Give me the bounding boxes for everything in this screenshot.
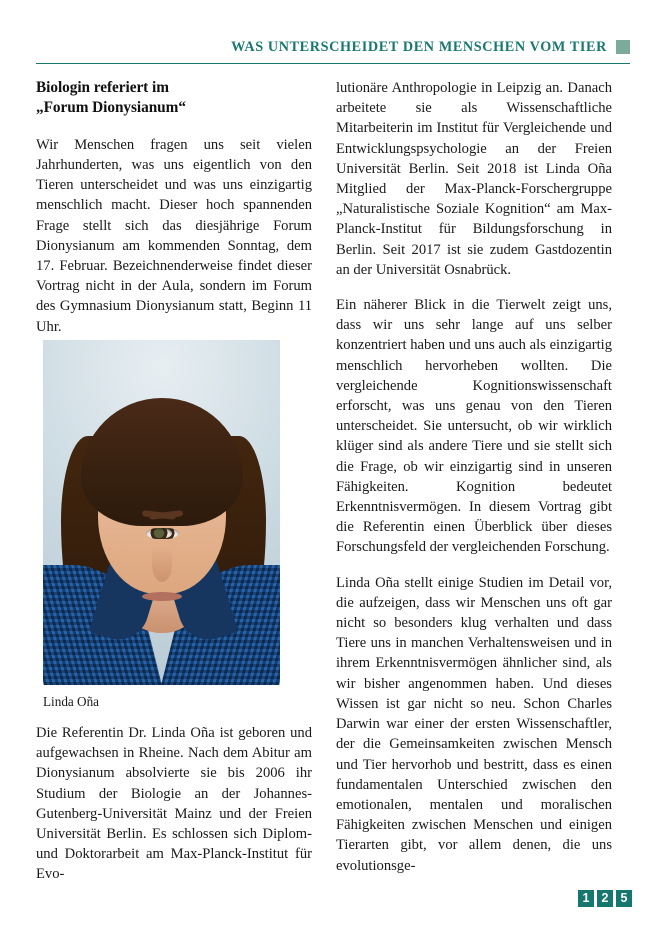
right-paragraph-3: Linda Oña stellt einige Studien im Detail vor, die aufzeigen, dass wir Menschen uns oft gar nicht so besonders klug verhalten und dass Tiere uns in manchen Verhaltensweisen und in ihrem Erkenntnisvermögen ähnlicher sind, als wir bisher angenommen haben. Und dieses Wissen ist gar nicht so neu. Schon Charles Darwin war einer der ersten Wissenschaftler, der die Gemeinsamkeiten zwischen Mensch und Tier hervorhob und bestritt, dass es einen fundamentalen Unterschied zwischen den emotionalen, mentalen und moralischen Fähigkeiten zwischen Menschen und einigen Tierarten gibt, vor allem denen, die uns evolutionsge- — [336, 574, 612, 874]
portrait-photo — [43, 340, 280, 685]
running-head-title: WAS UNTERSCHEIDET DEN MENSCHEN VOM TIER — [231, 39, 607, 55]
left-paragraph-2: Die Referentin Dr. Linda Oña ist geboren und aufgewachsen in Rheine. Nach dem Abitur am Dionysianum absolvierte sie bis 2006 ihr Studium der Biologie an der Johannes-Gutenberg-Universität Mainz und der Freien Universität Berlin. Es schlossen sich Diplom- und Doktorarbeit am Max-Planck-Institut für Evo- — [36, 725, 312, 883]
headline-line-1: Biologin referiert im — [36, 79, 169, 96]
folio-digit-2: 2 — [597, 890, 613, 907]
headline-line-2: „Forum Dionysianum“ — [36, 98, 186, 116]
running-head-rule — [36, 63, 630, 64]
page-number-badge — [578, 890, 632, 907]
folio-digit-3: 5 — [616, 890, 632, 907]
left-paragraph-1: Wir Menschen fragen uns seit vielen Jahrhunderten, was uns eigentlich von den Tieren unterscheidet und was uns einzigartig menschlich macht. Dieser hoch spannenden Frage stellt sich das diesjährige Forum Dionysianum am kommenden Sonntag, dem 17. Februar. Bezeichnenderweise findet dieser Vortrag nicht in der Aula, sondern im Forum des Gymnasium Dionysianum statt, Beginn 11 Uhr. — [36, 136, 312, 335]
photo-caption: Linda Oña — [43, 694, 100, 709]
right-paragraph-1: lutionäre Anthropologie in Leipzig an. Danach arbeitete sie als Wissenschaftliche Mitarbeiterin im Institut für Vergleichende und Entwicklungspsychologie an der Freien Universität Berlin. Seit 2018 ist Linda Oña Mitglied der Max-Planck-Forschergruppe „Naturalistische Soziale Kognition“ am Max-Planck-Institut für Bildungsforschung in Berlin. Seit 2017 ist sie zudem Gastdozentin an der Universität Osnabrück. — [336, 80, 612, 278]
decorative-square-icon — [616, 40, 630, 54]
portrait-photo-image — [43, 340, 280, 685]
photo-mouth — [142, 592, 182, 601]
right-paragraph-2: Ein näherer Blick in die Tierwelt zeigt uns, dass wir uns sehr lange auf uns selber konzentriert haben und uns auch als einzigartig menschlich hervorheben wollten. Die vergleichende Kognitionswissenschaft erforscht, was uns genau von den Tieren unterscheidet. Sie untersucht, ob wir wirklich klüger sind als andere Tiere und sie stellt sich die Frage, ob wir einzigartig sind in unseren Fähigkeiten. Kognition bedeutet Erkenntnisvermögen. In diesem Vortrag gibt die Referentin einen Überblick über dieses Forschungsfeld der vergleichenden Forschung. — [336, 297, 612, 556]
right-column — [336, 78, 612, 876]
left-column-top — [36, 78, 312, 337]
photo-hair-top — [81, 398, 243, 526]
photo-eye-right — [146, 528, 172, 539]
left-column-bottom — [36, 723, 312, 885]
running-head — [36, 40, 630, 54]
folio-digit-1: 1 — [578, 890, 594, 907]
page-title — [36, 78, 312, 118]
photo-nose — [152, 548, 172, 582]
